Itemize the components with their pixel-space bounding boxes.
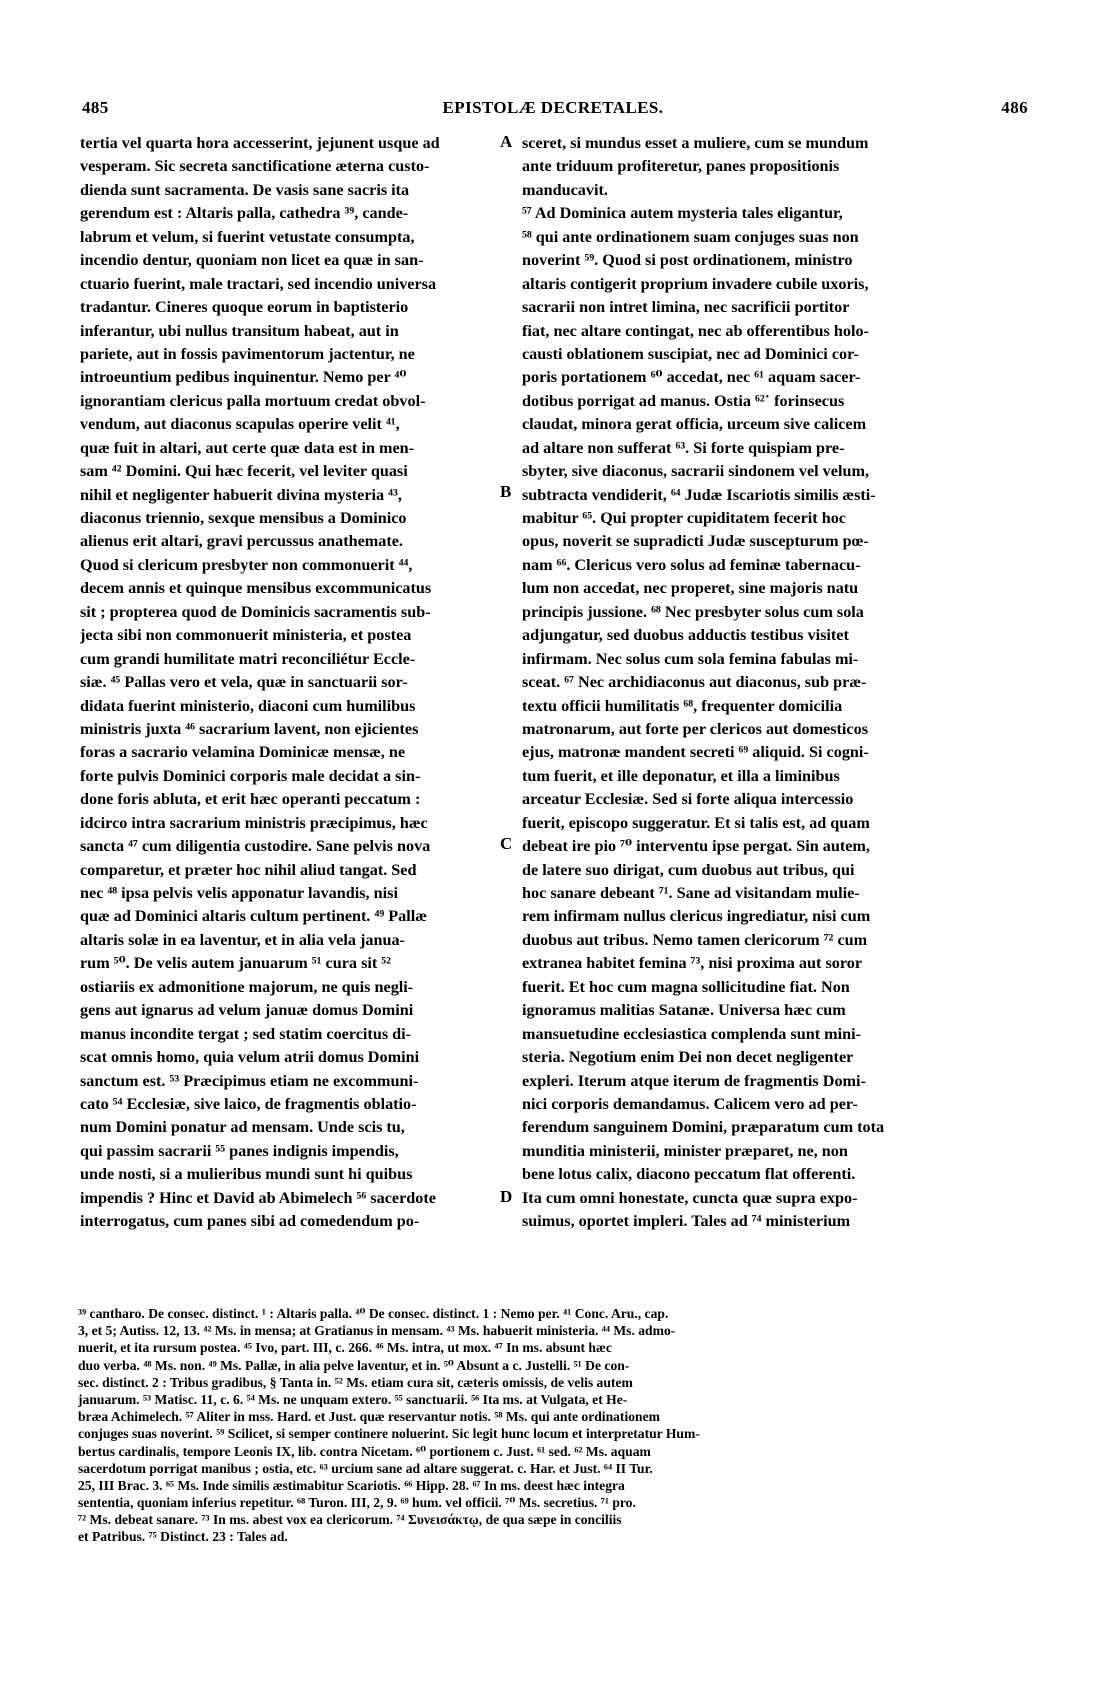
text-line: rem infirmam nullus clericus ingrediatur, nisi cum — [522, 907, 871, 926]
text-line: decem annis et quinque mensibus excommunicatus — [80, 579, 432, 598]
text-line: matronarum, aut forte per clericos aut domesticos — [522, 719, 869, 738]
text-line: sbyter, sive diaconus, sacrarii sindonem vel velum, — [522, 462, 869, 481]
text-line: altaris contigerit proprium invadere cubile uxoris, — [522, 274, 869, 293]
text-line: sceat. ⁶⁷ Nec archidiaconus aut diaconus, sub præ- — [522, 673, 867, 692]
footnote-line: sec. distinct. 2 : Tribus gradibus, § Tanta in. ⁵² Ms. etiam cura sit, cæteris omissis, de velis autem — [78, 1374, 633, 1390]
text-line: sit ; propterea quod de Dominicis sacramentis sub- — [80, 602, 431, 621]
text-line: Ita cum omni honestate, cuncta quæ supra expo- — [522, 1188, 858, 1207]
text-line: manducavit. — [522, 180, 608, 199]
text-line: ctuario fuerint, male tractari, sed incendio universa — [80, 274, 437, 293]
text-line: ignorantiam clericus palla mortuum credat obvol- — [80, 391, 426, 410]
footnote-line: duo verba. ⁴⁸ Ms. non. ⁴⁹ Ms. Pallæ, in alia pelve laventur, et in. ⁵⁰ Absunt a c. Justelli. ⁵¹ De con- — [78, 1357, 630, 1373]
text-line: tertia vel quarta hora accesserint, jejunent usque ad — [80, 134, 440, 152]
right-column — [522, 132, 958, 1234]
margin-marker-b: B — [500, 482, 512, 501]
text-line: done foris abluta, et erit hæc operanti peccatum : — [80, 790, 421, 809]
text-line: ante triduum profiteretur, panes propositionis — [522, 157, 840, 176]
text-line: poris portationem ⁶⁰ accedat, nec ⁶¹ aquam sacer- — [522, 368, 861, 387]
text-line: interrogatus, cum panes sibi ad comedendum po- — [80, 1212, 420, 1231]
text-line: steria. Negotium enim Dei non decet negligenter — [522, 1048, 854, 1067]
text-line: jecta sibi non commonuerit ministeria, et postea — [80, 626, 412, 645]
text-line: ferendum sanguinem Domini, præparatum cum tota — [522, 1118, 885, 1137]
text-line: comparetur, et præter hoc nihil aliud tangat. Sed — [80, 860, 417, 879]
text-line: inferantur, ubi nullus transitum habeat, aut in — [80, 321, 399, 340]
text-line: siæ. ⁴⁵ Pallas vero et vela, quæ in sanctuarii sor- — [80, 673, 408, 692]
text-line: alienus erit altari, gravi percussus anathemate. — [80, 532, 403, 551]
text-line: claudat, minora gerat officia, urceum sive calicem — [522, 415, 867, 434]
footnote-line: 3, et 5; Autiss. 12, 13. ⁴² Ms. in mensa; at Gratianus in mensam. ⁴³ Ms. habuerit ministeria. ⁴⁴ Ms. admo- — [78, 1323, 676, 1339]
text-line: mabitur ⁶⁵. Qui propter cupiditatem fecerit hoc — [522, 509, 846, 527]
text-line: munditia ministerii, minister præparet, ne, non — [522, 1141, 848, 1160]
text-line: foras a sacrario velamina Dominicæ mensæ, ne — [80, 743, 406, 762]
text-line: opus, noverit se supradicti Judæ suscepturum pœ- — [522, 532, 869, 551]
text-line: scat omnis homo, quia velum atrii domus Domini — [80, 1048, 420, 1067]
text-line: ⁵⁷ Ad Dominica autem mysteria tales eligantur, — [522, 204, 843, 223]
text-line: tum fuerit, et ille deponatur, et illa a liminibus — [522, 766, 840, 785]
text-line: infirmam. Nec solus cum sola femina fabulas mi- — [522, 649, 859, 668]
text-line: fuerit, episcopo suggeratur. Et si talis est, ad quam — [522, 813, 870, 832]
text-line: sacrarii non intret limina, nec sacrificii portitor — [522, 298, 850, 317]
text-line: cum grandi humilitate matri reconciliétur Eccle- — [80, 649, 416, 668]
text-line: ministris juxta ⁴⁶ sacrarium lavent, non ejicientes — [80, 719, 419, 738]
margin-marker-a: A — [500, 132, 513, 151]
text-line: subtracta vendiderit, ⁶⁴ Judæ Iscariotis similis æsti- — [522, 485, 876, 504]
text-line: diaconus triennio, sexque mensibus a Dominico — [80, 509, 407, 527]
text-line: sam ⁴² Domini. Qui hæc fecerit, vel leviter quasi — [80, 462, 408, 481]
text-line: idcirco intra sacrarium ministris præcipimus, hæc — [80, 813, 428, 832]
text-line: sceret, si mundus esset a muliere, cum se mundum — [522, 134, 869, 152]
text-line: unde nosti, si a mulieribus mundi sunt hi quibus — [80, 1165, 413, 1184]
text-line: nec ⁴⁸ ipsa pelvis velis apponatur lavandis, nisi — [80, 884, 398, 902]
text-line: nihil et negligenter habuerit divina mysteria ⁴³, — [80, 485, 402, 504]
text-line: forte pulvis Dominici corporis male decidat a sin- — [80, 766, 421, 785]
text-line: Quod si clericum presbyter non commonuerit ⁴⁴, — [80, 555, 413, 574]
footnote-line: januarum. ⁵³ Matisc. 11, c. 6. ⁵⁴ Ms. ne unquam extero. ⁵⁵ sanctuarii. ⁵⁶ Ita ms. at Vulgata, et He- — [78, 1391, 628, 1407]
footnote-line: sententia, quoniam inferius repetitur. ⁶⁸ Turon. III, 2, 9. ⁶⁹ hum. vel officii. ⁷⁰ Ms. secretius. ⁷¹ pro. — [78, 1495, 636, 1511]
text-line: ad altare non sufferat ⁶³. Si forte quispiam pre- — [522, 438, 845, 457]
text-line: ignoramus malitias Satanæ. Universa hæc cum — [522, 1001, 846, 1020]
page-number-right: 486 — [1001, 98, 1028, 117]
footnote-line: conjuges suas noverint. ⁵⁹ Scilicet, si semper continere noluerint. Sic legit hunc locum et interpretatur Hum- — [78, 1426, 700, 1442]
text-line: ⁵⁸ qui ante ordinationem suam conjuges suas non — [522, 227, 859, 246]
footnotes — [78, 1305, 1028, 1546]
text-line: introeuntium pedibus inquinentur. Nemo per ⁴⁰ — [80, 368, 407, 387]
text-line: tradantur. Cineres quoque eorum in baptisterio — [80, 298, 409, 317]
text-line: de latere suo dirigat, cum duobus aut tribus, qui — [522, 860, 855, 879]
text-line: nici corporis demandamus. Calicem vero ad per- — [522, 1094, 858, 1113]
page-header — [78, 98, 1028, 126]
text-line: manus incondite tergat ; sed statim coercitus di- — [80, 1024, 412, 1043]
text-line: adjungatur, sed duobus adductis testibus visitet — [522, 626, 849, 645]
text-line: sanctum est. ⁵³ Præcipimus etiam ne excommuni- — [80, 1071, 419, 1090]
page-number-left: 485 — [82, 98, 109, 117]
text-line: arceatur Ecclesiæ. Sed si forte aliqua intercessio — [522, 790, 854, 809]
footnote-line: et Patribus. ⁷⁵ Distinct. 23 : Tales ad. — [78, 1529, 288, 1545]
footnote-line: ⁷² Ms. debeat sanare. ⁷³ In ms. abest vox ea clericorum. ⁷⁴ Συνεισάκτῳ, de qua sæpe in conciliis — [78, 1512, 622, 1528]
text-line: vesperam. Sic secreta sanctificatione æterna custo- — [80, 157, 430, 176]
text-line: dienda sunt sacramenta. De vasis sane sacris ita — [80, 180, 410, 199]
text-line: debeat ire pio ⁷⁰ interventu ipse pergat. Sin autem, — [522, 837, 870, 856]
text-line: didata fuerint ministerio, diaconi cum humilibus — [80, 696, 416, 715]
margin-marker-c: C — [500, 834, 513, 853]
text-line: gerendum est : Altaris palla, cathedra ³⁹, cande- — [80, 204, 409, 223]
text-line: incendio dentur, quoniam non licet ea quæ in san- — [80, 251, 424, 270]
left-column — [80, 132, 492, 1234]
running-title: EPISTOLÆ DECRETALES. — [442, 98, 664, 117]
margin-marker-d: D — [500, 1187, 513, 1206]
text-line: dotibus porrigat ad manus. Ostia ⁶²˙ forinsecus — [522, 391, 845, 410]
footnote-line: sacerdotum porrigat manibus ; ostia, etc. ⁶³ urcium sane ad altare suggerat. c. Har. et Just. ⁶⁴ II Tur. — [78, 1460, 653, 1476]
text-line: ejus, matronæ mandent secreti ⁶⁹ aliquid. Si cogni- — [522, 743, 869, 762]
text-line: quæ fuit in altari, aut certe quæ data est in men- — [80, 438, 415, 457]
footnote-line: ³⁹ cantharo. De consec. distinct. ¹ : Altaris palla. ⁴⁰ De consec. distinct. 1 : Nemo per. ⁴¹ Conc. Aru., cap. — [78, 1306, 669, 1321]
text-line: expleri. Iterum atque iterum de fragmentis Domi- — [522, 1071, 866, 1090]
text-line: hoc sanare debeant ⁷¹. Sane ad visitandam mulie- — [522, 884, 860, 902]
text-line: altaris solæ in ea laventur, et in alia vela janua- — [80, 930, 405, 949]
text-line: duobus aut tribus. Nemo tamen clericorum ⁷² cum — [522, 930, 868, 949]
text-line: lum non accedat, nec properet, sine majoris natu — [522, 579, 859, 598]
text-line: impendis ? Hinc et David ab Abimelech ⁵⁶ sacerdote — [80, 1188, 436, 1207]
text-line: labrum et velum, si fuerint vetustate consumpta, — [80, 227, 415, 246]
text-line: extranea habitet femina ⁷³, nisi proxima aut soror — [522, 954, 863, 973]
text-line: noverint ⁵⁹. Quod si post ordinationem, ministro — [522, 251, 853, 270]
text-line: quæ ad Dominici altaris cultum pertinent. ⁴⁹ Pallæ — [80, 907, 427, 926]
text-line: nam ⁶⁶. Clericus vero solus ad feminæ tabernacu- — [522, 555, 861, 574]
text-line: causti oblationem suscipiat, nec ad Dominici cor- — [522, 344, 860, 363]
text-line: rum ⁵⁰. De velis autem januarum ⁵¹ cura sit ⁵² — [80, 954, 392, 973]
text-line: ostiariis ex admonitione majorum, ne quis negli- — [80, 977, 414, 996]
text-line: vendum, aut diaconus scapulas operire velit ⁴¹, — [80, 415, 400, 434]
text-line: suimus, oportet impleri. Tales ad ⁷⁴ ministerium — [522, 1212, 851, 1231]
text-line: gens aut ignarus ad velum januæ domus Domini — [80, 1001, 414, 1020]
text-line: principis jussione. ⁶⁸ Nec presbyter solus cum sola — [522, 602, 864, 621]
text-line: fiat, nec altare contingat, nec ab offerentibus holo- — [522, 321, 869, 340]
footnote-line: nuerit, et ita rursum postea. ⁴⁵ Ivo, part. III, c. 266. ⁴⁶ Ms. intra, ut mox. ⁴⁷ In ms. absunt hæc — [78, 1340, 612, 1356]
text-line: textu officii humilitatis ⁶⁸, frequenter domicilia — [522, 696, 843, 715]
text-line: pariete, aut in fossis pavimentorum jactentur, ne — [80, 344, 415, 363]
footnote-line: 25, III Brac. 3. ⁶⁵ Ms. Inde similis æstimabitur Scariotis. ⁶⁶ Hipp. 28. ⁶⁷ In ms. deest hæc integra — [78, 1477, 625, 1493]
text-line: bene lotus calix, diacono peccatum flat offerenti. — [522, 1165, 856, 1184]
text-line: sancta ⁴⁷ cum diligentia custodire. Sane pelvis nova — [80, 837, 431, 856]
text-line: fuerit. Et hoc cum magna sollicitudine fiat. Non — [522, 977, 850, 996]
footnote-line: bertus cardinalis, tempore Leonis IX, lib. contra Nicetam. ⁶⁰ portionem c. Just. ⁶¹ sed. ⁶² Ms. aquam — [78, 1443, 651, 1459]
footnote-line: bræa Achimelech. ⁵⁷ Aliter in mss. Hard. et Just. quæ reservantur notis. ⁵⁸ Ms. qui ante ordinationem — [78, 1409, 660, 1425]
text-line: mansuetudine ecclesiastica complenda sunt mini- — [522, 1024, 862, 1043]
text-line: qui passim sacrarii ⁵⁵ panes indignis impendis, — [80, 1141, 399, 1160]
text-line: cato ⁵⁴ Ecclesiæ, sive laico, de fragmentis oblatio- — [80, 1094, 417, 1113]
text-line: num Domini ponatur ad mensam. Unde scis tu, — [80, 1118, 405, 1137]
